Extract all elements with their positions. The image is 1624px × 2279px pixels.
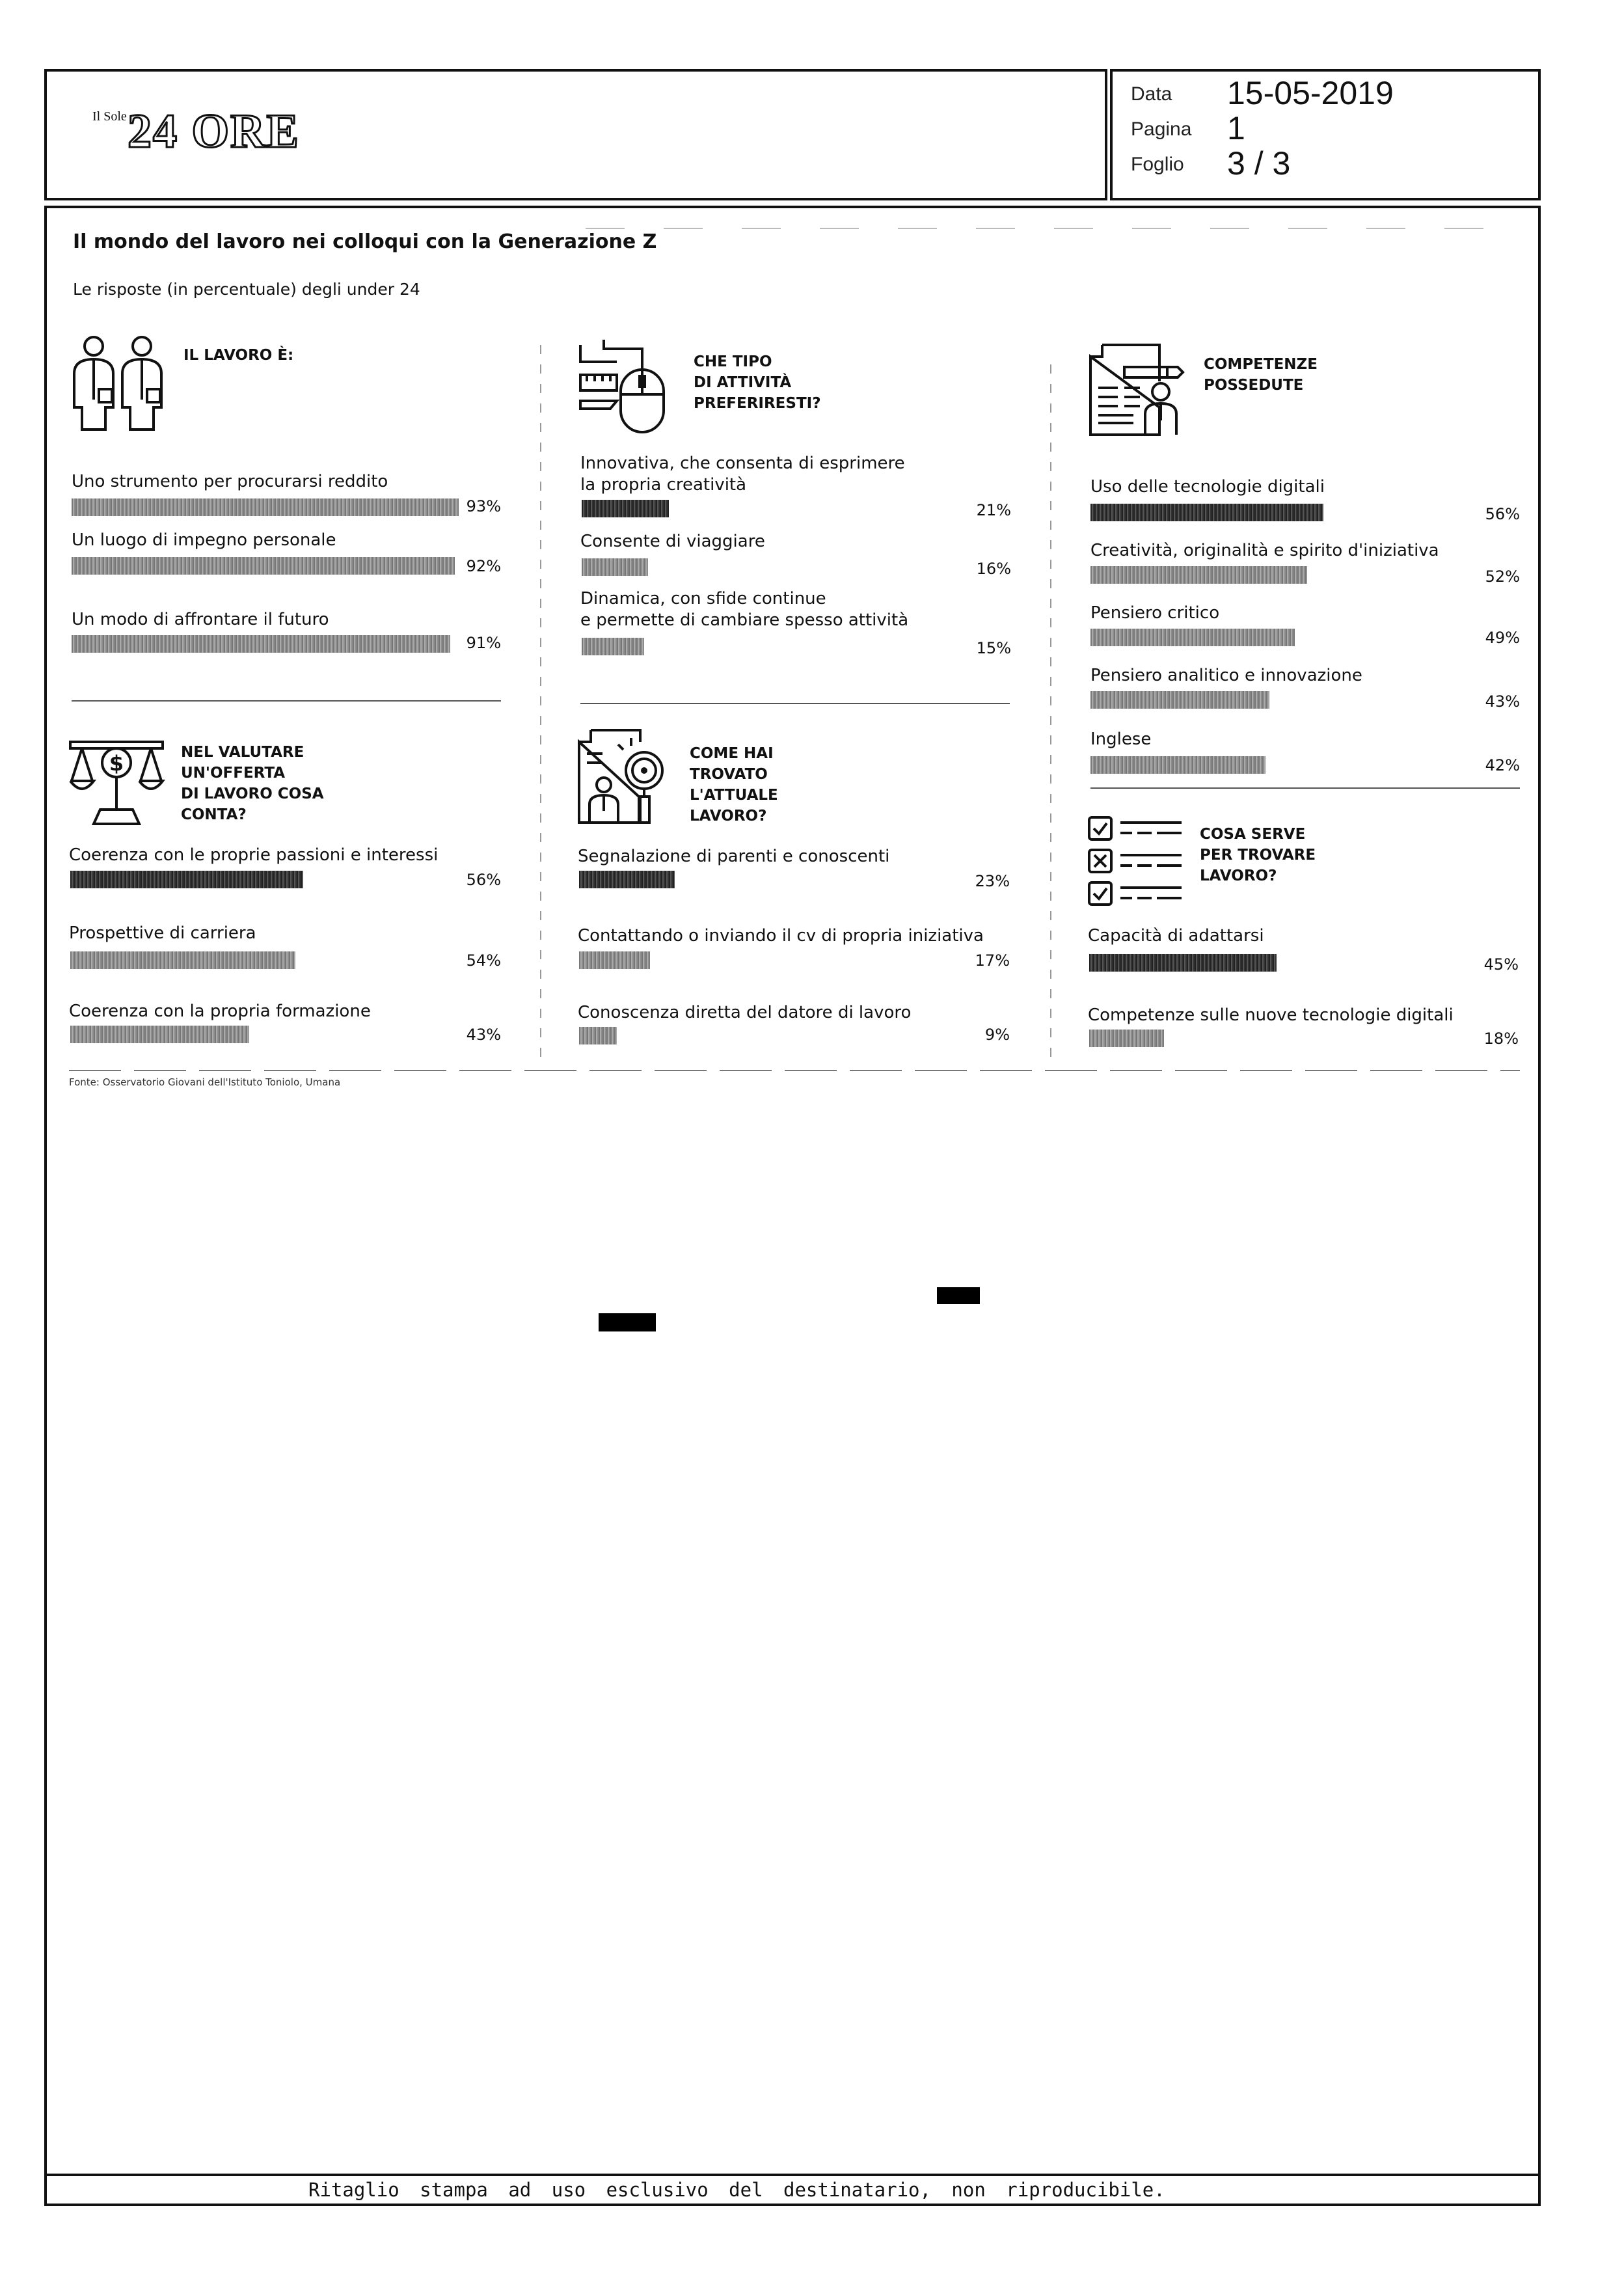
competenze-label-3: Pensiero critico: [1090, 603, 1220, 623]
offerta-label-1: Coerenza con le proprie passioni e interessi: [69, 845, 439, 865]
footer-divider: [46, 2174, 1539, 2176]
checklist-icon: [1087, 815, 1184, 907]
serve-label-2: Competenze sulle nuove tecnologie digitali: [1088, 1005, 1454, 1025]
lavoro-bar-2: [72, 557, 455, 575]
section-title-offerta: NEL VALUTARE UN'OFFERTA DI LAVORO COSA CONTA?: [181, 744, 324, 823]
trovato-pct-3: 9%: [984, 1026, 1010, 1044]
attivita-label-3: Dinamica, con sfide continue e permette di cambiare spesso attività: [580, 589, 909, 630]
attivita-bar-1: [582, 500, 669, 517]
offerta-pct-2: 54%: [466, 951, 501, 970]
sheet-label: Foglio: [1131, 154, 1184, 175]
competenze-bar-1: [1090, 504, 1323, 521]
redaction-mark-1: [937, 1287, 980, 1304]
competenze-bar-4: [1090, 691, 1269, 709]
title-rule: [586, 228, 1522, 229]
trovato-bar-1: [579, 871, 675, 888]
lavoro-bar-3: [72, 635, 450, 653]
competenze-pct-3: 49%: [1485, 629, 1520, 647]
serve-bar-2: [1089, 1030, 1164, 1047]
article-title: Il mondo del lavoro nei colloqui con la Generazione Z: [73, 230, 657, 253]
attivita-bar-3: [582, 638, 644, 655]
offerta-label-3: Coerenza con la propria formazione: [69, 1002, 371, 1021]
lavoro-label-1: Uno strumento per procurarsi reddito: [72, 472, 388, 491]
newspaper-logo: 24 ORE: [128, 105, 300, 158]
serve-pct-2: 18%: [1483, 1030, 1519, 1048]
competenze-bar-5: [1090, 756, 1265, 774]
page-value: 1: [1227, 110, 1245, 146]
trovato-bar-2: [579, 951, 650, 969]
attivita-label-2: Consente di viaggiare: [580, 532, 765, 551]
attivita-pct-1: 21%: [976, 501, 1011, 519]
attivita-pct-2: 16%: [976, 560, 1011, 578]
section-title-lavoro: IL LAVORO È:: [183, 347, 294, 364]
section-title-trovato: COME HAI TROVATO L'ATTUALE LAVORO?: [690, 745, 778, 825]
svg-text:$: $: [109, 751, 124, 776]
column-separator-2: [1050, 364, 1051, 1067]
resume-icon: [1088, 342, 1185, 437]
lavoro-pct-2: 92%: [466, 557, 501, 575]
offerta-pct-3: 43%: [466, 1026, 501, 1044]
attivita-bar-2: [582, 558, 648, 576]
offerta-bar-2: [70, 951, 295, 969]
offerta-bar-1: [70, 871, 303, 888]
competenze-bar-2: [1090, 566, 1307, 584]
competenze-pct-1: 56%: [1485, 505, 1520, 523]
article-subtitle: Le risposte (in percentuale) degli under 24: [73, 280, 420, 299]
serve-pct-1: 45%: [1483, 955, 1519, 974]
date-label: Data: [1131, 83, 1172, 105]
reproduction-notice: Ritaglio stampa ad uso esclusivo del destinatario, non riproducibile.: [308, 2179, 1165, 2201]
page-label: Pagina: [1131, 118, 1192, 140]
competenze-label-1: Uso delle tecnologie digitali: [1090, 477, 1325, 497]
attivita-pct-3: 15%: [976, 639, 1011, 657]
lavoro-label-3: Un modo di affrontare il futuro: [72, 610, 329, 629]
competenze-pct-2: 52%: [1485, 567, 1520, 586]
redaction-mark-2: [599, 1313, 656, 1331]
column-separator-1: [540, 345, 541, 1067]
attivita-divider: [580, 703, 1010, 704]
lavoro-divider: [72, 700, 501, 702]
competenze-divider: [1090, 787, 1520, 789]
attivita-label-1: Innovativa, che consenta di esprimere la propria creatività: [580, 454, 905, 495]
competenze-pct-4: 43%: [1485, 692, 1520, 711]
lavoro-label-2: Un luogo di impegno personale: [72, 530, 336, 550]
offerta-label-2: Prospettive di carriera: [69, 923, 256, 943]
lavoro-pct-1: 93%: [466, 497, 501, 515]
section-title-attivita: CHE TIPO DI ATTIVITÀ PREFERIRESTI?: [694, 353, 821, 412]
competenze-label-5: Inglese: [1090, 730, 1152, 749]
date-value: 15-05-2019: [1227, 75, 1394, 111]
trovato-bar-3: [579, 1027, 617, 1044]
serve-label-1: Capacità di adattarsi: [1088, 926, 1264, 946]
trovato-label-2: Contattando o inviando il cv di propria iniziativa: [578, 926, 984, 946]
scale-icon: [68, 734, 165, 826]
lavoro-pct-3: 91%: [466, 634, 501, 652]
serve-bar-1: [1089, 954, 1277, 972]
offerta-bar-3: [70, 1026, 249, 1043]
trovato-label-3: Conoscenza diretta del datore di lavoro: [578, 1003, 912, 1022]
mouse-tools-icon: [578, 336, 675, 433]
section-title-competenze: COMPETENZE POSSEDUTE: [1204, 356, 1318, 394]
search-profile-icon: [576, 728, 674, 825]
source-rule: [69, 1070, 1520, 1071]
competenze-pct-5: 42%: [1485, 756, 1520, 774]
competenze-label-2: Creatività, originalità e spirito d'iniziativa: [1090, 541, 1439, 560]
source-note: Fonte: Osservatorio Giovani dell'Istituto Toniolo, Umana: [69, 1076, 341, 1088]
logo-small-text: Il Sole: [92, 109, 127, 124]
trovato-pct-2: 17%: [975, 951, 1010, 970]
offerta-pct-1: 56%: [466, 871, 501, 889]
lavoro-bar-1: [72, 498, 459, 516]
workers-icon: [69, 334, 170, 431]
sheet-value: 3 / 3: [1227, 145, 1291, 182]
section-title-serve: COSA SERVE PER TROVARE LAVORO?: [1200, 826, 1316, 884]
competenze-label-4: Pensiero analitico e innovazione: [1090, 666, 1362, 685]
trovato-pct-1: 23%: [975, 872, 1010, 890]
trovato-label-1: Segnalazione di parenti e conoscenti: [578, 847, 890, 866]
competenze-bar-3: [1090, 629, 1295, 646]
